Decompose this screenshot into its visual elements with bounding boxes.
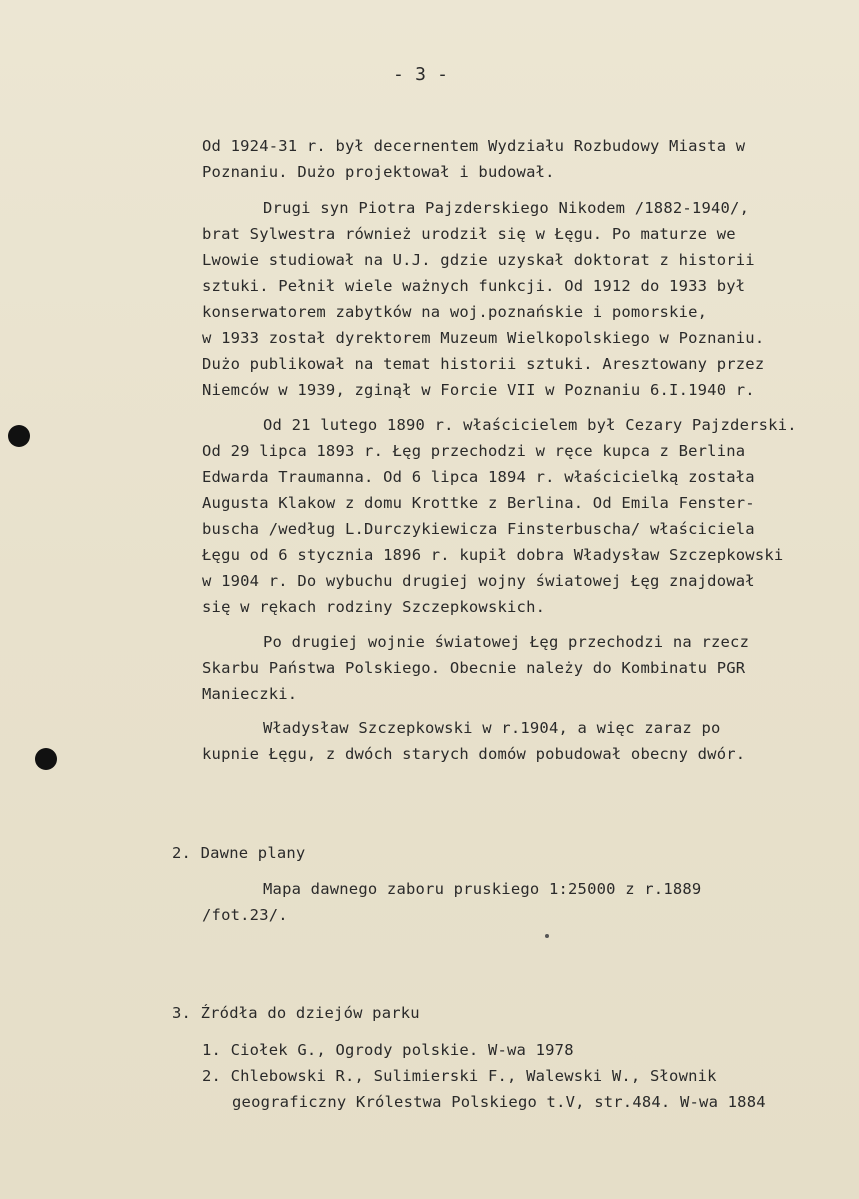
text-line: Dużo publikował na temat historii sztuki. Aresztowany przez [202,355,765,373]
text-line: w 1904 r. Do wybuchu drugiej wojny światowej Łęg znajdował [202,572,755,590]
text-line: się w rękach rodziny Szczepkowskich. [202,598,546,616]
reference-item: 1. Ciołek G., Ogrody polskie. W-wa 1978 [202,1041,574,1059]
text-line: Poznaniu. Dużo projektował i budował. [202,163,555,181]
text-line: w 1933 został dyrektorem Muzeum Wielkopolskiego w Poznaniu. [202,329,765,347]
text-line: buscha /według L.Durczykiewicza Finsterbuscha/ właściciela [202,520,755,538]
reference-item-continued: geograficzny Królestwa Polskiego t.V, str.484. W-wa 1884 [232,1093,766,1111]
text-line: Od 29 lipca 1893 r. Łęg przechodzi w ręce kupca z Berlina [202,442,746,460]
text-line: Drugi syn Piotra Pajzderskiego Nikodem /1882-1940/, [263,199,750,217]
text-line: konserwatorem zabytków na woj.poznańskie i pomorskie, [202,303,708,321]
text-line: Od 21 lutego 1890 r. właścicielem był Cezary Pajzderski. [263,416,797,434]
reference-item: 2. Chlebowski R., Sulimierski F., Walewski W., Słownik [202,1067,717,1085]
text-line: Skarbu Państwa Polskiego. Obecnie należy do Kombinatu PGR [202,659,746,677]
text-line: Niemców w 1939, zginął w Forcie VII w Poznaniu 6.I.1940 r. [202,381,755,399]
text-line: Lwowie studiował na U.J. gdzie uzyskał doktorat z historii [202,251,755,269]
section-heading: 3. Źródła do dziejów parku [172,1004,420,1022]
paper-speck [545,934,549,938]
punch-hole-bottom [35,748,57,770]
text-line: /fot.23/. [202,906,288,924]
text-line: Edwarda Traumanna. Od 6 lipca 1894 r. właścicielką została [202,468,755,486]
text-line: Mapa dawnego zaboru pruskiego 1:25000 z r.1889 [263,880,702,898]
page-number: - 3 - [393,64,449,85]
text-line: Po drugiej wojnie światowej Łęg przechodzi na rzecz [263,633,750,651]
text-line: kupnie Łęgu, z dwóch starych domów pobudował obecny dwór. [202,745,746,763]
text-line: Od 1924-31 r. był decernentem Wydziału Rozbudowy Miasta w [202,137,746,155]
text-line: sztuki. Pełnił wiele ważnych funkcji. Od 1912 do 1933 był [202,277,746,295]
section-heading: 2. Dawne plany [172,844,306,862]
text-line: Augusta Klakow z domu Krottke z Berlina. Od Emila Fenster- [202,494,755,512]
text-line: Manieczki. [202,685,298,703]
text-line: brat Sylwestra również urodził się w Łęgu. Po maturze we [202,225,736,243]
text-line: Łęgu od 6 stycznia 1896 r. kupił dobra Władysław Szczepkowski [202,546,784,564]
text-line: Władysław Szczepkowski w r.1904, a więc zaraz po [263,719,721,737]
punch-hole-top [8,425,30,447]
